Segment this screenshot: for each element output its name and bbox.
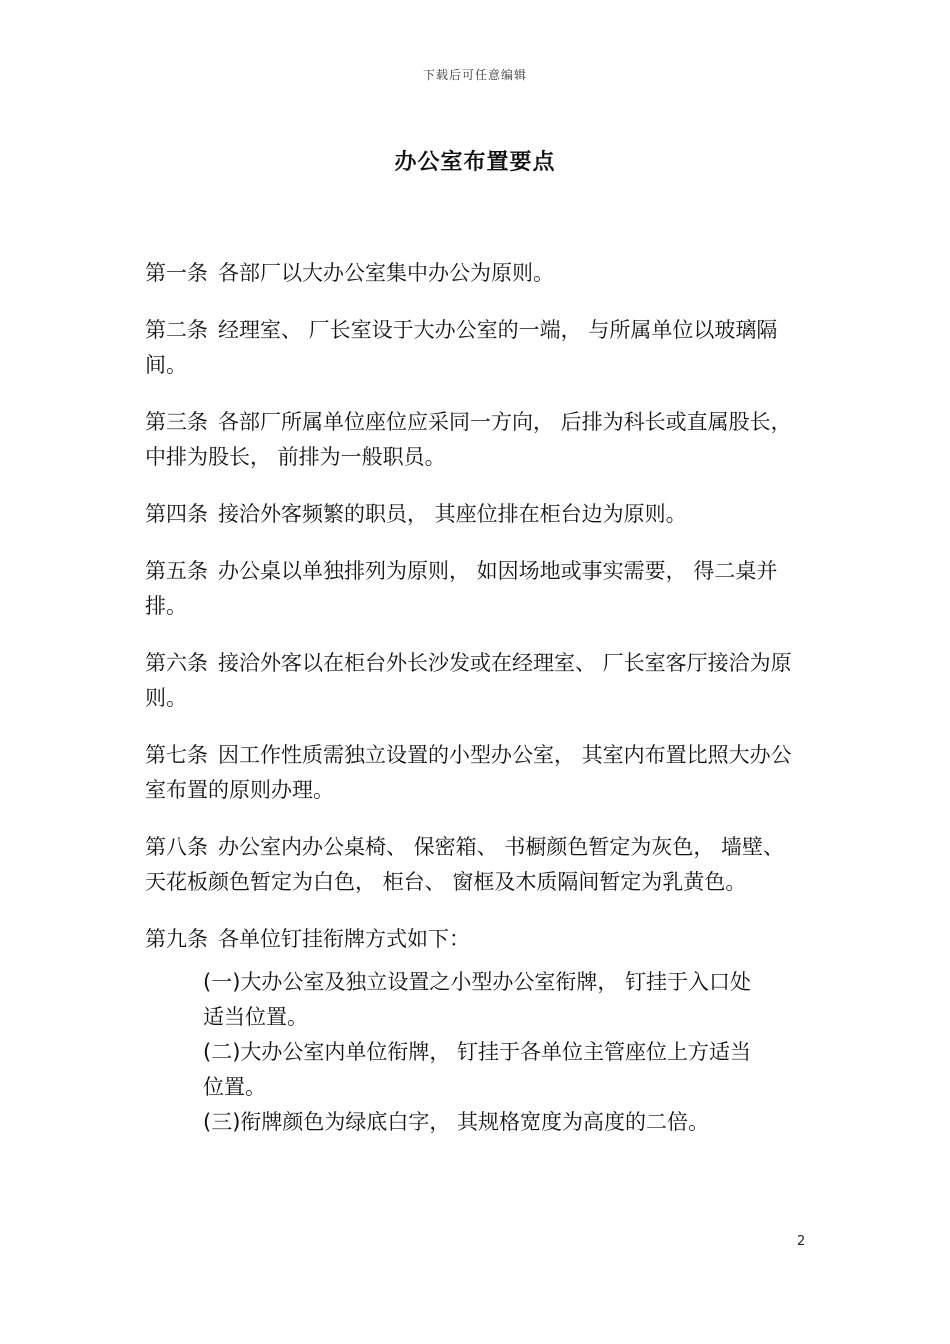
article-text: 经理室、 厂长室设于大办公室的一端， 与所属单位以玻璃隔间。 [145,318,778,377]
article-text: 各单位钉挂衔牌方式如下： [218,927,470,951]
article-number: 第六条 [145,651,208,675]
article-number: 第九条 [145,927,208,951]
article-text: 办公桌以单独排列为原则， 如因场地或事实需要， 得二桌并排。 [145,559,778,618]
article-6 [145,646,810,716]
subitem-1: (一)大办公室及独立设置之小型办公室衔牌， 钉挂于入口处适当位置。 [203,970,752,1029]
article-4 [145,497,810,532]
subitem-2: (二)大办公室内单位衔牌， 钉挂于各单位主管座位上方适当位置。 [203,1040,752,1099]
article-1 [145,256,810,291]
article-3 [145,405,810,475]
article-9-subitems [203,965,763,1140]
page-header: 下载后可任意编辑 [422,68,527,82]
page-number: 2 [797,1234,806,1249]
article-text: 接洽外客以在柜台外长沙发或在经理室、 厂长室客厅接洽为原则。 [145,651,792,710]
article-8 [145,830,810,900]
document-title: 办公室布置要点 [394,150,556,175]
subitem-3: (三)衔牌颜色为绿底白字， 其规格宽度为高度的二倍。 [203,1110,710,1134]
article-2 [145,313,810,383]
article-9 [145,922,810,957]
article-number: 第五条 [145,559,208,583]
article-number: 第七条 [145,743,208,767]
article-number: 第一条 [145,261,208,285]
article-7 [145,738,810,808]
article-text: 因工作性质需独立设置的小型办公室， 其室内布置比照大办公室布置的原则办理。 [145,743,792,802]
article-text: 接洽外客频繁的职员， 其座位排在柜台边为原则。 [218,502,687,526]
article-number: 第三条 [145,410,208,434]
article-number: 第八条 [145,835,208,859]
article-text: 各部厂以大办公室集中办公为原则。 [218,261,554,285]
article-text: 各部厂所属单位座位应采同一方向， 后排为科长或直属股长， 中排为股长， 前排为一般职员。 [145,410,792,469]
article-number: 第四条 [145,502,208,526]
document-body [145,256,810,1140]
article-5 [145,554,810,624]
article-number: 第二条 [145,318,208,342]
article-text: 办公室内办公桌椅、 保密箱、 书橱颜色暂定为灰色， 墙壁、 天花板颜色暂定为白色， 柜台、 窗框及木质隔间暂定为乳黄色。 [145,835,785,894]
